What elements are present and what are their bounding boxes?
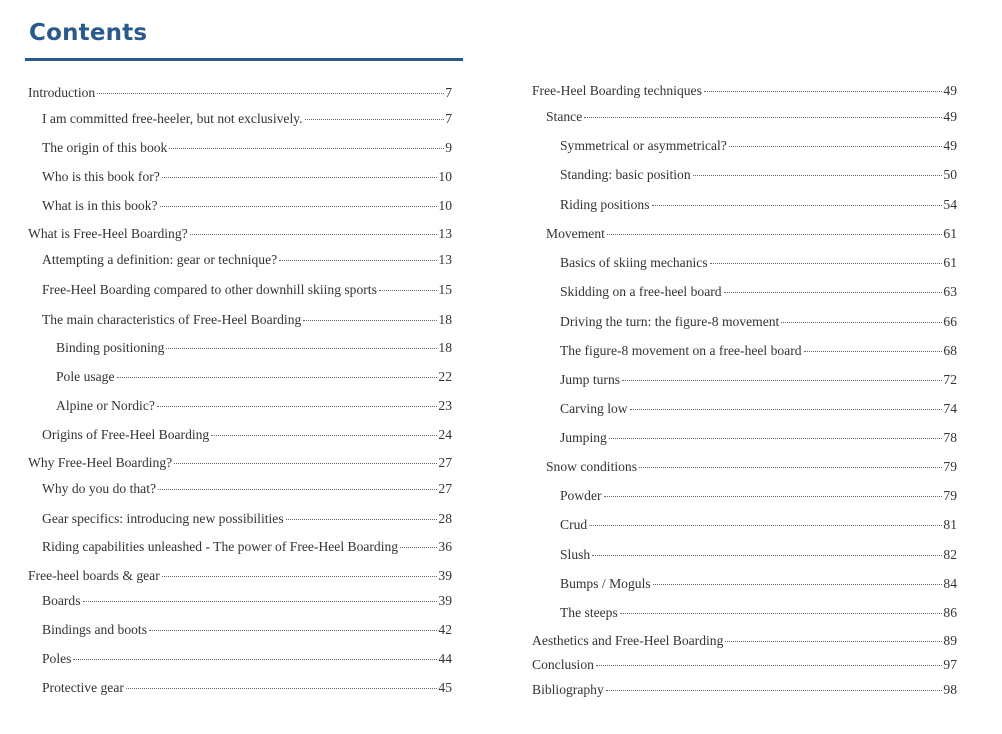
toc-entry-page-number: 44 — [438, 651, 452, 666]
toc-entry — [546, 225, 957, 243]
toc-entry-page-number: 24 — [438, 427, 452, 442]
dot-leader — [162, 177, 438, 178]
dot-leader — [160, 206, 438, 207]
dot-leader — [149, 630, 437, 631]
toc-entry — [560, 400, 957, 418]
toc-entry-title: Gear specifics: introducing new possibilities — [42, 511, 284, 526]
toc-entry-title: Why do you do that? — [42, 481, 157, 496]
toc-entry — [42, 650, 452, 668]
toc-entry — [42, 251, 452, 269]
toc-entry — [560, 487, 957, 505]
dot-leader — [166, 348, 437, 349]
toc-entry-page-number: 13 — [438, 252, 452, 267]
toc-entry-page-number: 18 — [438, 312, 452, 327]
toc-entry-page-number: 72 — [943, 372, 957, 387]
toc-entry — [42, 139, 452, 157]
toc-entry — [532, 656, 957, 674]
toc-entry-title: Crud — [560, 517, 588, 532]
toc-entry-title: Why Free-Heel Boarding? — [28, 455, 173, 470]
toc-entry — [42, 168, 452, 186]
toc-entry-title: Basics of skiing mechanics — [560, 255, 708, 270]
toc-entry — [42, 621, 452, 639]
dot-leader — [126, 688, 438, 689]
toc-entry-page-number: 79 — [943, 488, 957, 503]
toc-entry — [560, 196, 957, 214]
toc-entry-title: The origin of this book — [42, 140, 168, 155]
toc-entry — [560, 604, 957, 622]
toc-entry-page-number: 89 — [943, 633, 957, 648]
toc-entry-title: The steeps — [560, 605, 618, 620]
toc-entry — [560, 342, 957, 360]
toc-entry-page-number: 98 — [943, 682, 957, 697]
toc-entry — [560, 371, 957, 389]
dot-leader — [286, 519, 438, 520]
toc-entry-title: What is in this book? — [42, 198, 158, 213]
toc-entry-page-number: 74 — [943, 401, 957, 416]
dot-leader — [584, 117, 942, 118]
toc-entry-page-number: 49 — [943, 83, 957, 98]
toc-entry-title: Bindings and boots — [42, 622, 147, 637]
toc-entry-title: Carving low — [560, 401, 628, 416]
dot-leader — [379, 290, 438, 291]
toc-entry-page-number: 61 — [943, 255, 957, 270]
toc-entry-page-number: 27 — [438, 481, 452, 496]
toc-entry-page-number: 15 — [438, 282, 452, 297]
dot-leader — [279, 260, 437, 261]
toc-entry — [560, 546, 957, 564]
toc-entry-title: Poles — [42, 651, 72, 666]
toc-entry — [42, 311, 452, 329]
toc-entry-page-number: 39 — [438, 593, 452, 608]
dot-leader — [630, 409, 943, 410]
toc-entry-title: Snow conditions — [546, 459, 638, 474]
dot-leader — [174, 463, 437, 464]
dot-leader — [652, 205, 943, 206]
toc-entry-title: Attempting a definition: gear or technique? — [42, 252, 278, 267]
toc-entry-title: The figure-8 movement on a free-heel board — [560, 343, 802, 358]
toc-entry-title: Movement — [546, 226, 605, 241]
toc-entry-page-number: 49 — [943, 109, 957, 124]
dot-leader — [639, 467, 942, 468]
toc-entry-page-number: 18 — [438, 340, 452, 355]
toc-entry — [560, 254, 957, 272]
toc-entry-page-number: 54 — [943, 197, 957, 212]
toc-entry-page-number: 82 — [943, 547, 957, 562]
toc-entry — [560, 137, 957, 155]
toc-entry-page-number: 42 — [438, 622, 452, 637]
toc-entry-title: Skidding on a free-heel board — [560, 284, 722, 299]
toc-entry — [42, 510, 452, 528]
toc-entry-page-number: 66 — [943, 314, 957, 329]
dot-leader — [97, 93, 444, 94]
toc-entry-page-number: 22 — [438, 369, 452, 384]
dot-leader — [781, 322, 942, 323]
toc-entry-page-number: 23 — [438, 398, 452, 413]
toc-entry — [42, 480, 452, 498]
toc-entry-title: Origins of Free-Heel Boarding — [42, 427, 210, 442]
toc-entry — [42, 426, 452, 444]
toc-entry — [560, 283, 957, 301]
toc-entry — [560, 516, 957, 534]
toc-entry-title: Powder — [560, 488, 602, 503]
dot-leader — [400, 547, 437, 548]
toc-entry-page-number: 7 — [445, 85, 452, 100]
dot-leader — [710, 263, 943, 264]
toc-entry — [28, 225, 452, 243]
toc-entry — [546, 108, 957, 126]
toc-entry — [42, 592, 452, 610]
toc-entry — [560, 166, 957, 184]
toc-entry-title: Free-Heel Boarding compared to other downhill skiing sports — [42, 282, 377, 297]
toc-entry — [42, 679, 452, 697]
toc-entry-title: Symmetrical or asymmetrical? — [560, 138, 727, 153]
toc-entry — [56, 339, 452, 357]
toc-entry-page-number: 81 — [943, 517, 957, 532]
toc-entry — [546, 458, 957, 476]
toc-entry-page-number: 28 — [438, 511, 452, 526]
dot-leader — [653, 584, 943, 585]
dot-leader — [157, 406, 438, 407]
dot-leader — [804, 351, 943, 352]
toc-entry — [56, 368, 452, 386]
dot-leader — [117, 377, 438, 378]
toc-entry-page-number: 63 — [943, 284, 957, 299]
toc-entry-title: The main characteristics of Free-Heel Boarding — [42, 312, 302, 327]
dot-leader — [606, 690, 943, 691]
toc-entry-title: Introduction — [28, 85, 96, 100]
toc-entry — [532, 632, 957, 650]
toc-entry-title: Bumps / Moguls — [560, 576, 651, 591]
toc-entry-page-number: 10 — [438, 198, 452, 213]
toc-entry — [560, 575, 957, 593]
dot-leader — [305, 119, 445, 120]
dot-leader — [596, 665, 942, 666]
toc-entry-title: Standing: basic position — [560, 167, 691, 182]
toc-entry-title: Bibliography — [532, 682, 604, 697]
page-title: Contents — [29, 20, 148, 46]
toc-entry-page-number: 39 — [438, 568, 452, 583]
toc-entry-page-number: 36 — [438, 539, 452, 554]
toc-entry-page-number: 45 — [438, 680, 452, 695]
toc-entry — [532, 681, 957, 699]
toc-entry-page-number: 78 — [943, 430, 957, 445]
toc-entry-page-number: 68 — [943, 343, 957, 358]
toc-entry-page-number: 49 — [943, 138, 957, 153]
toc-entry-page-number: 86 — [943, 605, 957, 620]
dot-leader — [693, 175, 943, 176]
toc-entry-title: Pole usage — [56, 369, 115, 384]
toc-entry — [560, 313, 957, 331]
toc-entry — [56, 397, 452, 415]
toc-entry-page-number: 7 — [445, 111, 452, 126]
dot-leader — [158, 489, 437, 490]
toc-entry-page-number: 27 — [438, 455, 452, 470]
toc-entry-title: Riding positions — [560, 197, 650, 212]
toc-entry-title: Conclusion — [532, 657, 594, 672]
toc-entry-page-number: 97 — [943, 657, 957, 672]
toc-entry-title: Binding positioning — [56, 340, 165, 355]
dot-leader — [589, 525, 942, 526]
toc-entry — [42, 538, 452, 556]
dot-leader — [729, 146, 943, 147]
dot-leader — [162, 576, 438, 577]
dot-leader — [190, 234, 438, 235]
toc-entry-page-number: 10 — [438, 169, 452, 184]
toc-entry — [42, 110, 452, 128]
toc-entry-page-number: 13 — [438, 226, 452, 241]
toc-entry-title: I am committed free-heeler, but not exclusively. — [42, 111, 303, 126]
toc-entry-title: Jump turns — [560, 372, 621, 387]
toc-entry — [28, 454, 452, 472]
toc-entry-title: Who is this book for? — [42, 169, 160, 184]
toc-entry — [28, 567, 452, 585]
toc-entry-title: Riding capabilities unleashed - The power of Free-Heel Boarding — [42, 539, 399, 554]
toc-entry-page-number: 9 — [445, 140, 452, 155]
dot-leader — [604, 496, 943, 497]
toc-entry-title: Alpine or Nordic? — [56, 398, 155, 413]
dot-leader — [620, 613, 943, 614]
toc-entry-title: Stance — [546, 109, 583, 124]
toc-entry-page-number: 79 — [943, 459, 957, 474]
dot-leader — [169, 148, 444, 149]
toc-entry — [532, 82, 957, 100]
dot-leader — [725, 641, 942, 642]
dot-leader — [592, 555, 942, 556]
toc-entry-title: Jumping — [560, 430, 607, 445]
dot-leader — [607, 234, 943, 235]
toc-entry-page-number: 61 — [943, 226, 957, 241]
toc-entry-page-number: 84 — [943, 576, 957, 591]
dot-leader — [73, 659, 437, 660]
dot-leader — [622, 380, 942, 381]
toc-entry-title: What is Free-Heel Boarding? — [28, 226, 188, 241]
dot-leader — [724, 292, 943, 293]
toc-entry — [42, 281, 452, 299]
toc-entry-title: Free-heel boards & gear — [28, 568, 160, 583]
dot-leader — [704, 91, 943, 92]
toc-entry-page-number: 50 — [943, 167, 957, 182]
dot-leader — [303, 320, 437, 321]
toc-entry-title: Driving the turn: the figure-8 movement — [560, 314, 780, 329]
toc-entry — [28, 84, 452, 102]
title-underline — [25, 58, 463, 61]
dot-leader — [211, 435, 437, 436]
dot-leader — [609, 438, 943, 439]
toc-entry-title: Free-Heel Boarding techniques — [532, 83, 702, 98]
toc-entry-title: Protective gear — [42, 680, 124, 695]
toc-entry-title: Slush — [560, 547, 591, 562]
toc-entry — [42, 197, 452, 215]
toc-entry-title: Boards — [42, 593, 81, 608]
dot-leader — [83, 601, 438, 602]
toc-entry — [560, 429, 957, 447]
toc-entry-title: Aesthetics and Free-Heel Boarding — [532, 633, 724, 648]
